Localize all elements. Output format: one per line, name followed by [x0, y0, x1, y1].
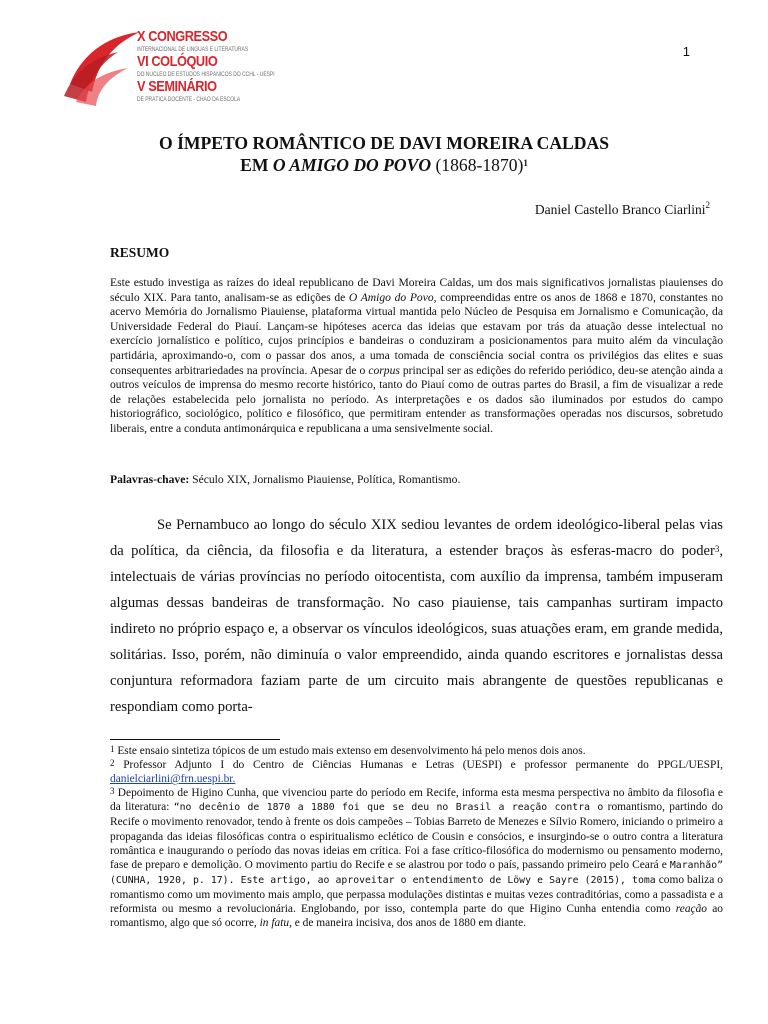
- title-line-1: O ÍMPETO ROMÂNTICO DE DAVI MOREIRA CALDAS: [159, 133, 609, 153]
- body-paragraph: [110, 512, 723, 720]
- abstract-part-1: Este estudo investiga as raízes do ideal republicano de Davi Moreira Caldas, um dos mais significativos jornalistas piauienses do século XIX. Para tanto, analisam-se as edições de: [110, 276, 723, 304]
- title-footnote-ref[interactable]: 1: [523, 158, 528, 168]
- footnote-1: [110, 744, 723, 758]
- footnote-2-number: 2: [110, 758, 115, 769]
- footnote-2-text: Professor Adjunto I do Centro de Ciências Humanas e Letras (UESPI) e professor permanente do PPGL/UESPI,: [114, 759, 723, 772]
- page-number: 1: [682, 44, 690, 59]
- footnote-1-number: 1: [110, 744, 115, 754]
- footnote-3-number: 3: [110, 786, 115, 797]
- title-years: (1868-1870): [431, 155, 524, 175]
- abstract-italic-corpus: corpus: [368, 363, 400, 377]
- footnote-3-italic-reacao: reação: [675, 903, 707, 916]
- abstract-part-2: , compreendidas entre os anos de 1868 e 1870, constantes no acervo Memória do Jornalismo Piauiense, plataforma virtual mantida pelo Núcleo de Pesquisa em Jornalismo e Comunicação, da Universidade Federal do Piauí. Lançam-se hipóteses acerca das ideias que estavam por trás da atuação desse intelectual no exercício jornalístico e político, cujos princípios e bandeiras o conduziram a posicionamentos para muito além da vinculação partidária, aproximando-o, com o passar dos anos, a uma tomada de consciência social contra os privilégios das elites e suas consequentes arbitrariedades na província. Apesar de o: [110, 290, 723, 377]
- footnote-3-part-a: Depoimento de Higino Cunha, que vivenciou parte do período em Recife, informa esta mesma perspectiva no âmbito da filosofia e da literatura:: [110, 787, 723, 814]
- author-name: Daniel Castello Branco Ciarlini: [534, 202, 706, 217]
- author-line: [535, 202, 710, 218]
- logo-line-coloquio: VI COLÓQUIO: [137, 53, 218, 70]
- logo-swoosh-icon: [62, 14, 142, 106]
- footnote-2: [110, 758, 723, 786]
- footnote-divider: [110, 739, 280, 740]
- abstract-text: [110, 276, 723, 437]
- logo-line-congresso-sub: INTERNACIONAL DE LÍNGUAS E LITERATURAS: [137, 46, 249, 53]
- body-part-a: Se Pernambuco ao longo do século XIX sediou levantes de ordem ideológico-liberal pelas vias da política, da ciência, da filosofia e da literatura, a estender braços às esferas-macro do poder: [110, 517, 723, 559]
- logo-line-congresso: X CONGRESSO: [137, 28, 228, 45]
- conference-logo: [62, 14, 275, 106]
- footnote-3-part-e: , e de maneira incisiva, dos anos de 1880 em diante.: [289, 917, 526, 930]
- logo-line-coloquio-sub: DO NÚCLEO DE ESTUDOS HISPÂNICOS DO CCHL - UESPI: [137, 71, 275, 78]
- logo-line-seminario-sub: DE PRÁTICA DOCENTE - CHÃO DA ESCOLA: [137, 96, 241, 103]
- footnote-3-part-d: ao romantismo, algo que só ocorre,: [110, 903, 724, 930]
- footnote-3: [110, 786, 723, 930]
- author-email-link[interactable]: danielciarlini@frn.uespi.br.: [110, 773, 236, 786]
- abstract-part-3: principal ser as edições do referido periódico, deu-se atenção ainda a outros veículos de imprensa do mesmo recorte histórico, tanto do Piauí como de outras partes do Brasil, a fim de visualizar a rede de relações estabelecida pelo jornalista no período. As interpretações e os dados são iluminados por estudos do campo historiográfico, sociológico, político e filosófico, que permitiram entender as transformações operadas nos discursos, sobretudo liberais, entre a conduta antimonárquica e republicana a uma sensivelmente social.: [110, 363, 723, 435]
- abstract-heading: RESUMO: [110, 245, 170, 260]
- footnote-3-part-b: romantismo, partindo do Recife o movimento renovador, tendo à frente os dois campeões – Tobias Barreto de Menezes e Sílvio Romero, iniciando o primeiro a propaganda das ideias filosóficas contra o espiritualismo eclético de Cousin e consócios, e insurgindo-se o outro contra a literatura romântica e inaugurando o período das novas ideias em crítica. Foi a fase crítico-filosófica do modernismo ou pensamento moderno, fase de preparo e demolição. O movimento partiu do Recife e se alastrou por todo o país, passando primeiro pelo Ceará e: [110, 801, 723, 871]
- title-line-2: [0, 155, 768, 176]
- author-footnote-ref[interactable]: 2: [705, 200, 710, 210]
- footnote-3-quote-2: Maranhão” (CUNHA, 1920, p. 17). Este artigo, ao aproveitar o entendimento de Löwy e Sayre (2015), toma: [110, 859, 723, 886]
- footnotes: [110, 744, 723, 930]
- footnote-1-text: Este ensaio sintetiza tópicos de um estudo mais extenso em desenvolvimento há pelo menos dois anos.: [114, 745, 586, 757]
- title-em: EM: [240, 155, 273, 175]
- body-part-b: , intelectuais de várias províncias no período oitocentista, com auxílio da imprensa, também impuseram algumas dessas bandeiras de transformação. No caso piauiense, tais campanhas surtiram impacto indireto no próprio espaço e, a observar os vínculos ideológicos, suas atuações eram, em grande medida, solitárias. Isso, porém, não diminuía o valor empreendido, ainda quando escritores e jornalistas dessa conjuntura reformadora faziam parte de um circuito mais abrangente de questões republicanas e respondiam como porta-: [110, 543, 723, 715]
- title-newspaper: O AMIGO DO POVO: [272, 155, 432, 175]
- keywords: [110, 473, 460, 486]
- logo-line-seminario: V SEMINÁRIO: [137, 78, 217, 95]
- abstract-italic-newspaper: O Amigo do Povo: [348, 290, 434, 304]
- footnote-3-quote-1: “no decênio de 1870 a 1880 foi que se deu no Brasil a reação contra o: [173, 802, 604, 814]
- keywords-text: Século XIX, Jornalismo Piauiense, Política, Romantismo.: [189, 473, 461, 486]
- footnote-3-part-c: como baliza o romantismo como um movimento mais amplo, que perpassa modulações distintas e muitas vezes contraditórias, como a passadista e a reformista ou mesmo a revolucionária. Englobando, por isso, contempla parte do que Higino Cunha entendia como: [110, 873, 723, 916]
- body-footnote-ref[interactable]: 3: [714, 544, 720, 554]
- footnote-3-italic-infatu: in fatu: [259, 917, 290, 930]
- keywords-label: Palavras-chave:: [110, 473, 190, 486]
